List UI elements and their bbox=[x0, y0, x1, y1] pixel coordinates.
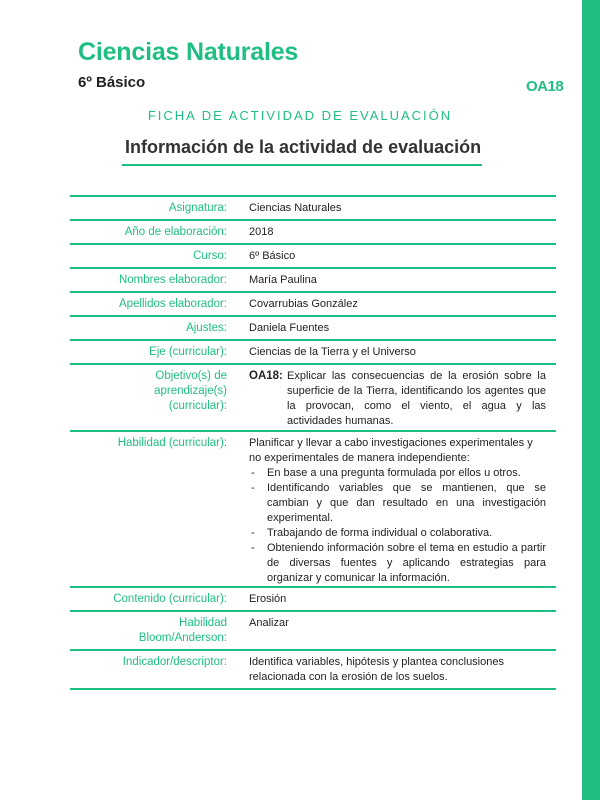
title-underline bbox=[122, 164, 482, 166]
list-item: - Identificando variables que se mantienen, que se cambian y que dan resultado en una investigación experimental. bbox=[251, 482, 546, 524]
row-asignatura bbox=[70, 197, 556, 221]
value-indicador: Identifica variables, hipótesis y plantea conclusiones relacionada con la erosión de los suelos. bbox=[249, 656, 504, 683]
value-habilidad bbox=[249, 436, 546, 586]
label-asignatura: Asignatura: bbox=[168, 202, 227, 214]
label-eje: Eje (curricular): bbox=[149, 346, 227, 358]
oa-code: OA18 bbox=[526, 78, 564, 95]
value-nombres: María Paulina bbox=[249, 274, 317, 286]
list-item: - Obteniendo información sobre el tema en estudio a partir de diversas fuentes y aplicando estrategias para organizar y comunicar la información. bbox=[251, 542, 546, 584]
value-contenido: Erosión bbox=[249, 593, 287, 605]
sheet-type-heading: FICHA DE ACTIVIDAD DE EVALUACIÓN bbox=[147, 108, 453, 123]
label-indicador: Indicador/descriptor: bbox=[122, 656, 227, 668]
objective-code: OA18: bbox=[249, 370, 283, 382]
habilidad-intro: Planificar y llevar a cabo investigaciones experimentales y no experimentales de manera independiente: bbox=[249, 437, 533, 464]
objective-text: Explicar las consecuencias de la erosión sobre la superficie de la Tierra, identificando los agentes que la provocan, como el viento, el agua y las actividades humanas. bbox=[287, 370, 546, 427]
row-curso bbox=[70, 245, 556, 269]
label-nombres: Nombres elaborador: bbox=[118, 274, 227, 286]
list-item: - En base a una pregunta formulada por ellos u otros. bbox=[251, 467, 521, 479]
label-apellidos: Apellidos elaborador: bbox=[118, 298, 227, 310]
row-objetivo bbox=[70, 365, 556, 432]
grade-label: 6º Básico bbox=[78, 74, 146, 91]
row-nombres bbox=[70, 269, 556, 293]
value-curso: 6º Básico bbox=[249, 250, 296, 262]
row-eje bbox=[70, 341, 556, 365]
row-habilidad bbox=[70, 432, 556, 588]
label-anio: Año de elaboración: bbox=[124, 226, 227, 238]
value-ajustes: Daniela Fuentes bbox=[249, 322, 330, 334]
value-apellidos: Covarrubias González bbox=[249, 298, 358, 310]
label-habilidad: Habilidad (curricular): bbox=[117, 437, 227, 449]
row-apellidos bbox=[70, 293, 556, 317]
label-contenido: Contenido (curricular): bbox=[113, 593, 227, 605]
label-bloom: Habilidad Bloom/Anderson: bbox=[138, 617, 227, 644]
value-bloom: Analizar bbox=[249, 617, 289, 629]
list-item: - Trabajando de forma individual o colaborativa. bbox=[251, 527, 493, 539]
habilidad-list bbox=[249, 466, 546, 586]
row-contenido bbox=[70, 588, 556, 612]
value-objetivo bbox=[249, 369, 546, 430]
document-title: Información de la actividad de evaluación bbox=[125, 137, 482, 157]
value-asignatura: Ciencias Naturales bbox=[249, 202, 342, 214]
row-indicador bbox=[70, 651, 556, 690]
row-bloom bbox=[70, 612, 556, 651]
subject-title: Ciencias Naturales bbox=[78, 38, 299, 66]
row-ajustes bbox=[70, 317, 556, 341]
label-ajustes: Ajustes: bbox=[186, 322, 227, 334]
label-objetivo: Objetivo(s) de aprendizaje(s) (curricular): bbox=[154, 370, 227, 412]
row-anio bbox=[70, 221, 556, 245]
activity-info-table bbox=[70, 195, 556, 690]
label-curso: Curso: bbox=[193, 250, 227, 262]
value-eje: Ciencias de la Tierra y el Universo bbox=[249, 346, 416, 358]
value-anio: 2018 bbox=[249, 226, 274, 238]
